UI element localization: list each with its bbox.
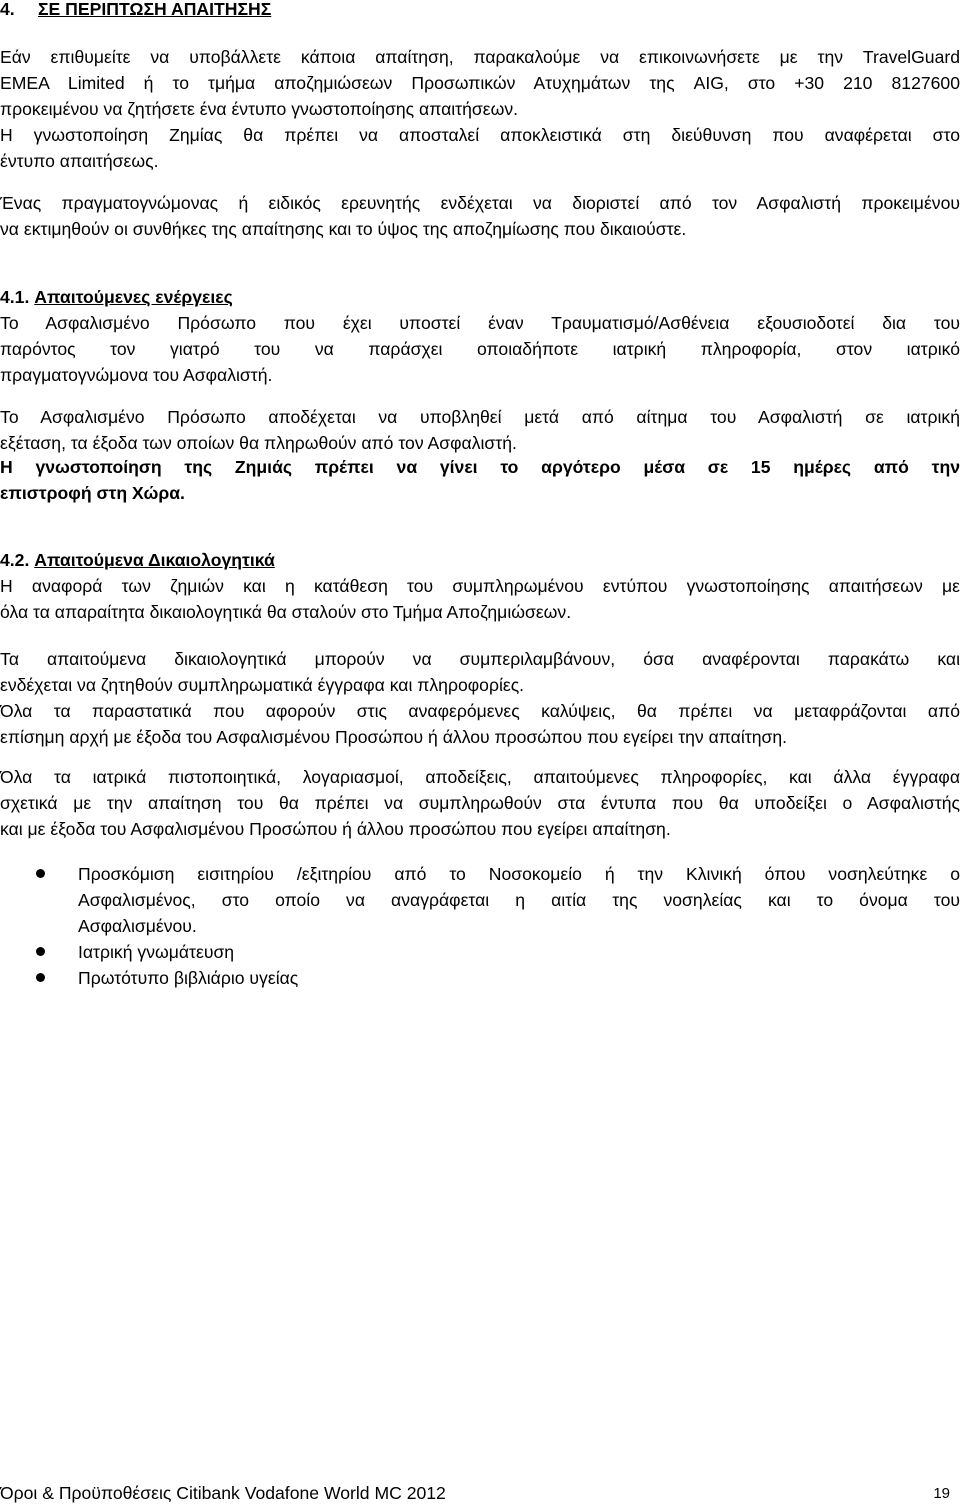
text-line: Το Ασφαλισμένο Πρόσωπο αποδέχεται να υποβληθεί μετά από αίτημα του Ασφαλιστή σε ιατρική bbox=[0, 407, 960, 427]
text-line: όλα τα απαραίτητα δικαιολογητικά θα σταλούν στο Τμήμα Αποζημιώσεων. bbox=[0, 602, 572, 622]
s42-paragraph-3 bbox=[0, 764, 960, 842]
investigator-paragraph bbox=[0, 190, 960, 242]
text-line: Το Ασφαλισμένο Πρόσωπο που έχει υποστεί έναν Τραυματισμό/Ασθένεια εξουσιοδοτεί δια του bbox=[0, 313, 960, 333]
section-heading bbox=[0, 0, 960, 22]
text-line: Προσκόμιση εισιτηρίου /εξιτηρίου από το Νοσοκομείο ή την Κλινική όπου νοσηλεύτηκε ο bbox=[78, 864, 960, 884]
text-line: σχετικά με την απαίτηση του θα πρέπει να συμπληρωθούν στα έντυπα που θα υποδείξει ο Ασφαλιστής bbox=[0, 793, 960, 813]
s42-paragraph-1 bbox=[0, 573, 960, 625]
text-line: Η γνωστοποίηση της Ζημιάς πρέπει να γίνει το αργότερο μέσα σε 15 ημέρες από την bbox=[0, 457, 960, 477]
subsection-title: Απαιτούμενες ενέργειες bbox=[34, 287, 233, 307]
list-item bbox=[0, 861, 960, 939]
text-line: επιστροφή στη Χώρα. bbox=[0, 483, 185, 503]
subsection-4-1-heading bbox=[0, 284, 960, 310]
text-line: Όλα τα ιατρικά πιστοποιητικά, λογαριασμοί, αποδείξεις, απαιτούμενες πληροφορίες, και άλλα έγγραφα bbox=[0, 767, 960, 787]
text-line: Η γνωστοποίηση Ζημίας θα πρέπει να αποσταλεί αποκλειστικά στη διεύθυνση που αναφέρεται στο bbox=[0, 125, 960, 145]
intro-paragraph bbox=[0, 44, 960, 174]
subsection-4-2-heading bbox=[0, 547, 960, 573]
page-footer: Όροι & Προϋποθέσεις Citibank Vodafone World MC 2012 bbox=[0, 1483, 446, 1503]
documents-list bbox=[0, 861, 960, 991]
text-line: ενδέχεται να ζητηθούν συμπληρωματικά έγγραφα και πληροφορίες. bbox=[0, 675, 525, 695]
text-line: Όλα τα παραστατικά που αφορούν στις αναφερόμενες καλύψεις, θα πρέπει να μεταφράζονται από bbox=[0, 701, 960, 721]
bullet-icon bbox=[36, 869, 45, 878]
text-line: να εκτιμηθούν οι συνθήκες της απαίτησης και το ύψος της αποζημίωσης που δικαιούστε. bbox=[0, 219, 687, 239]
s41-paragraph-2 bbox=[0, 404, 960, 456]
section-title: ΣΕ ΠΕΡΙΠΤΩΣΗ ΑΠΑΙΤΗΣΗΣ bbox=[38, 0, 272, 19]
text-line: παρόντος τον γιατρό του να παράσχει οποιαδήποτε ιατρική πληροφορία, στον ιατρικό bbox=[0, 339, 960, 359]
text-line: Ένας πραγματογνώμονας ή ειδικός ερευνητής ενδέχεται να διοριστεί από τον Ασφαλιστή προκειμένου bbox=[0, 193, 960, 213]
subsection-number: 4.2. bbox=[0, 550, 30, 570]
text-line: Ασφαλισμένου. bbox=[78, 916, 197, 936]
text-line: επίσημη αρχή με έξοδα του Ασφαλισμένου Προσώπου ή άλλου προσώπου που εγείρει την απαίτηση. bbox=[0, 727, 788, 747]
text-line: Η αναφορά των ζημιών και η κατάθεση του συμπληρωμένου εντύπου γνωστοποίησης απαιτήσεων με bbox=[0, 576, 960, 596]
text-line: έντυπο απαιτήσεως. bbox=[0, 151, 159, 171]
text-line: Ιατρική γνωμάτευση bbox=[78, 942, 235, 962]
text-line: Εάν επιθυμείτε να υποβάλλετε κάποια απαίτηση, παρακαλούμε να επικοινωνήσετε με την TravelGuard bbox=[0, 47, 960, 67]
s42-paragraph-2 bbox=[0, 646, 960, 750]
subsection-title: Απαιτούμενα Δικαιολογητικά bbox=[34, 550, 275, 570]
text-line: και με έξοδα του Ασφαλισμένου Προσώπου ή άλλου προσώπου που εγείρει απαίτηση. bbox=[0, 819, 671, 839]
text-line: πραγματογνώμονα του Ασφαλιστή. bbox=[0, 365, 273, 385]
page-number: 19 bbox=[933, 1485, 950, 1502]
subsection-number: 4.1. bbox=[0, 287, 30, 307]
text-line: Πρωτότυπο βιβλιάριο υγείας bbox=[78, 968, 299, 988]
s41-deadline-notice bbox=[0, 454, 960, 506]
list-item bbox=[0, 939, 960, 965]
text-line: Τα απαιτούμενα δικαιολογητικά μπορούν να συμπεριλαμβάνουν, όσα αναφέρονται παρακάτω και bbox=[0, 649, 960, 669]
text-line: EMEA Limited ή το τμήμα αποζημιώσεων Προσωπικών Ατυχημάτων της AIG, στο +30 210 8127600 bbox=[0, 73, 960, 93]
section-number: 4. bbox=[0, 0, 15, 19]
text-line: Ασφαλισμένος, στο οποίο να αναγράφεται η αιτία της νοσηλείας και το όνομα του bbox=[78, 890, 960, 910]
text-line: εξέταση, τα έξοδα των οποίων θα πληρωθούν από τον Ασφαλιστή. bbox=[0, 433, 517, 453]
list-item bbox=[0, 965, 960, 991]
bullet-icon bbox=[36, 973, 45, 982]
text-line: προκειμένου να ζητήσετε ένα έντυπο γνωστοποίησης απαιτήσεων. bbox=[0, 99, 519, 119]
bullet-icon bbox=[36, 947, 45, 956]
s41-paragraph-1 bbox=[0, 310, 960, 388]
